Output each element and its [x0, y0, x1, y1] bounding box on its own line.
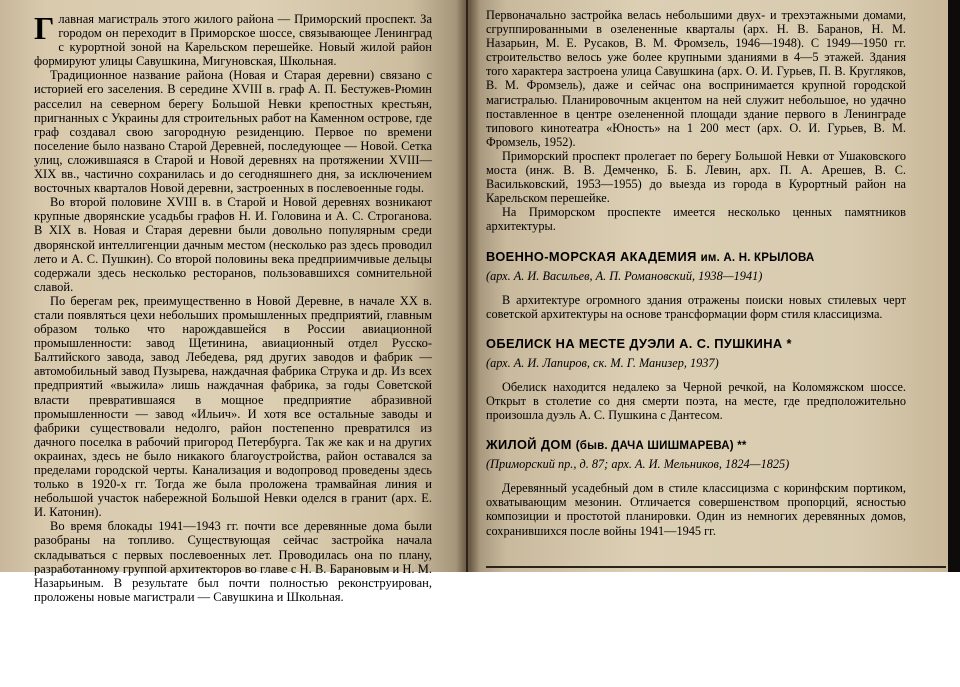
section-heading-obelisk: ОБЕЛИСК НА МЕСТЕ ДУЭЛИ А. С. ПУШКИНА * — [486, 335, 792, 351]
left-paragraph-2: Традиционное название района (Новая и Старая деревни) связано с историей его заселения. В середине XVIII в. граф А. П. Бестужев-Рюмин расселил на северном берегу Большой Невки крепостных крестьян, пригнанных с Украины для строительных работ на Каменном острове, где граф создавал свою загородную резиденцию. Первое по времени поселение было названо Старой Деревней, последующее — Новой. Сетка улиц, сложившаяся в Старой и Новой деревнях на протяжении XVIII—XIX вв., частично сохранилась и до сегодняшнего дня, за исключением восточных кварталов Новой деревни, застроенных в послевоенные годы. — [34, 68, 432, 196]
right-paragraph-1: Первоначально застройка велась небольшими двух- и трехэтажными домами, сгруппированными в озелененные кварталы (арх. Н. В. Баранов, Н. М. Назарьин, М. Е. Русаков, В. М. Фромзель, 1946—1948). С 1949—1950 гг. строительство велось уже более крупными зданиями в 4—5 этажей. Здания того характера застроена улица Савушкина (арх. О. И. Гурьев, П. В. Кругляков, В. М. Фромзель), даже и сейчас она воспринимается крупной городской магистралью. Планировочным акцентом на ней служит небольшое, но удачно поставленное в центре озелененной площади здание первого в Ленинграде типового кинотеатра «Юность» на 1 200 мест (арх. О. И. Гурьев, В. М. Фромзель, 1952). — [486, 8, 906, 149]
left-paragraph-3: Во второй половине XVIII в. в Старой и Новой деревнях возникают крупные дворянские усадьбы графов Н. И. Головина и А. С. Строганова. В XIX в. Новая и Старая деревни были довольно популярным среди дворянской интеллигенции дачным местом (несколько раз здесь проводил лето и А. С. Пушкин). Со второй половины века предприимчивые дельцы содержали здесь несколько ресторанов, пользовавшихся сомнительной славой. — [34, 195, 432, 294]
left-paragraph-5: Во время блокады 1941—1943 гг. почти все деревянные дома были разобраны на топливо. Существующая сейчас застройка начала складываться с первых послевоенных лет. Проводилась она по плану, разработанному группой архитекторов во главе с Н. В. Барановым и Н. М. Назарьиным. В результате был почти полностью реконструирован, проложены новые магистрали — Савушкина и Школьная. — [34, 519, 432, 604]
section-heading-residential-house: ЖИЛОЙ ДОМ (быв. ДАЧА ШИШМАРЕВА) ** — [486, 437, 747, 453]
section-text-obelisk: Обелиск находится недалеко за Черной речкой, на Коломяжском шоссе. Открыт в столетие со дня смерти поэта, на месте, где предположительно произошла дуэль А. С. Пушкина с Дантесом. — [486, 379, 906, 423]
left-paragraph-4: По берегам рек, преимущественно в Новой Деревне, в начале XX в. стали появляться цехи небольших промышленных предприятий, главным образом только что нарождавшейся в России авиационной промышленности: завод Щетинина, авиационный отдел Русско-Балтийского завода, завод Лебедева, ряд других заводов и фабрик — автомобильный завод Пузырева, наждачная фабрика Струка и др. Из всех предприятий «выжила» лишь наждачная фабрика, за годы Советской власти превратившаяся в мощное предприятие абразивной промышленности — завод «Ильич». И хотя все остальные заводы и фабрики существовали недолго, район постепенно превратился из дачного поселка в рабочий пригород Петербурга. Так же как и на других окраинах, здесь не было никакого благоустройства, район оставался за пределами городской черты. Канализация и водопровод проведены здесь только в 1920-х гг. Тогда же была проложена трамвайная линия и небольшой участок набережной Большой Невки оделся в гранит (арх. Е. И. Катонин). — [34, 293, 432, 520]
section-attribution-naval-academy: (арх. А. И. Васильев, А. П. Романовский, 1938—1941) — [486, 268, 763, 283]
section-attribution-residential-house: (Приморский пр., д. 87; арх. А. И. Мельников, 1824—1825) — [486, 457, 790, 472]
right-paragraph-2: Приморский проспект пролегает по берегу Большой Невки от Ушаковского моста (инж. В. В. Демченко, Б. Б. Левин, арх. П. А. Арешев, В. С. Васильковский, 1953—1955) до выезда из города в Курортный район на Карельском перешейке. — [486, 148, 906, 206]
section-text-naval-academy: В архитектуре огромного здания отражены поиски новых стилевых черт советской архитектуры на основе трансформации форм стиля классицизма. — [486, 292, 906, 321]
book-gutter — [456, 0, 480, 572]
section-text-residential-house: Деревянный усадебный дом в стиле классицизма с коринфским портиком, охватывающим мезонин. Отличается совершенством пропорций, ясностью композиции и простотой планировки. Один из немногих деревянных домов, сохранившихся после войны 1941—1945 гг. — [486, 481, 906, 538]
right-paragraph-3: На Приморском проспекте имеется несколько ценных памятников архитектуры. — [486, 205, 906, 234]
right-column-text — [486, 8, 906, 538]
section-attribution-obelisk: (арх. А. И. Лапиров, ск. М. Г. Манизер, 1937) — [486, 355, 719, 370]
photo-dark-edge — [948, 0, 960, 572]
left-column-text — [34, 12, 432, 604]
section-heading-naval-academy: ВОЕННО-МОРСКАЯ АКАДЕМИЯ им. А. Н. КРЫЛОВА — [486, 248, 815, 264]
drop-cap: Г — [34, 10, 55, 46]
left-paragraph-1: Главная магистраль этого жилого района — Приморский проспект. За городом он переходит в Приморское шоссе, связывающее Ленинград с курортной зоной на Карельском перешейке. Новый жилой район формируют улицы Савушкина, Мигуновская, Школьная. — [34, 10, 432, 69]
page-bottom-rule — [486, 566, 946, 568]
